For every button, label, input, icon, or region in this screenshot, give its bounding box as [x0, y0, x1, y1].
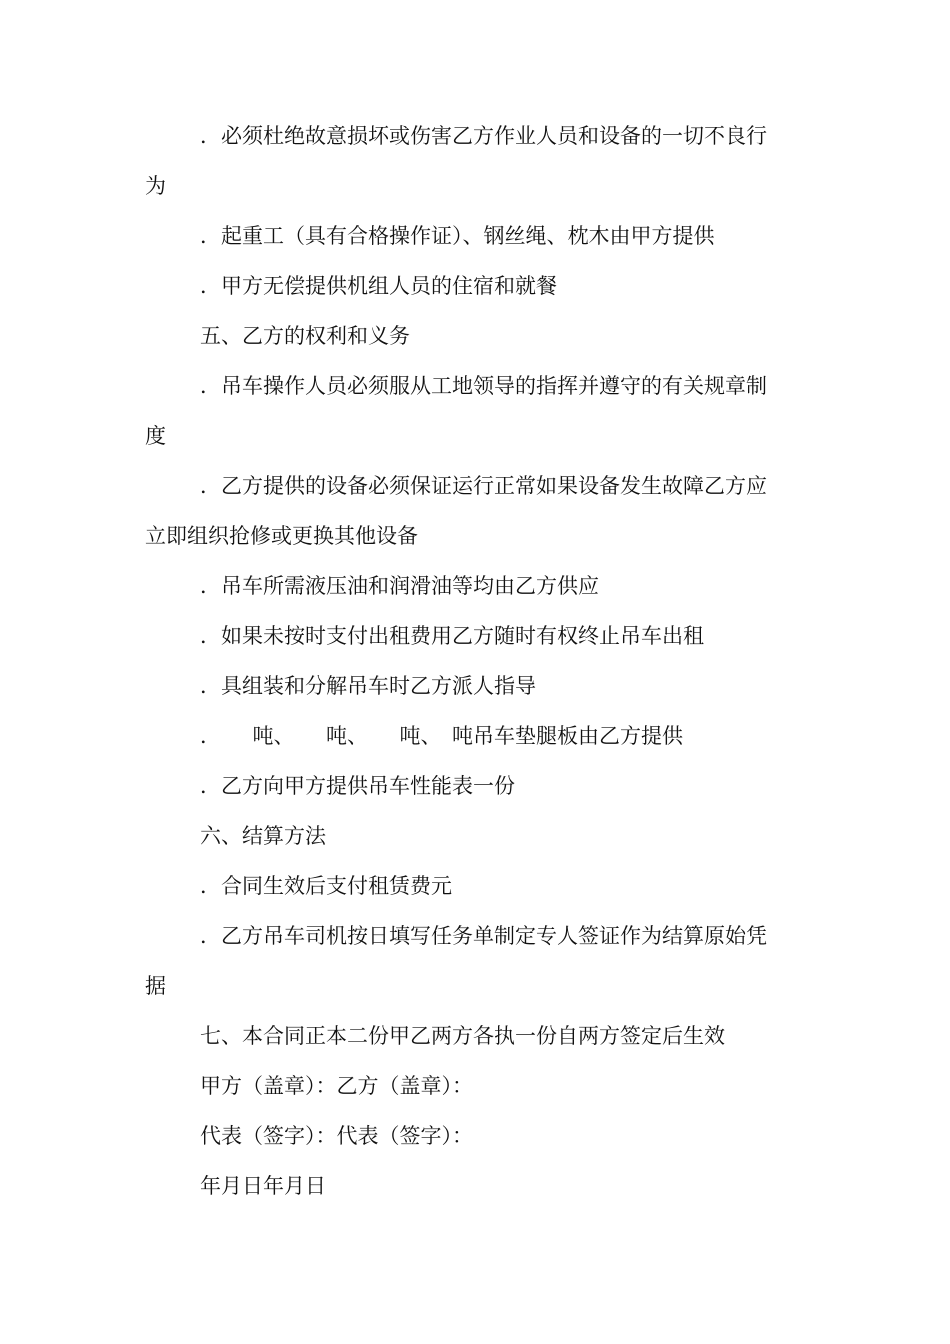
section-6-heading: 六、结算方法 — [200, 824, 326, 848]
clause-6-item-task-sheet: ．乙方吊车司机按日填写任务单制定专人签证作为结算原始凭 — [200, 924, 767, 948]
clause-5-item-equipment: ．乙方提供的设备必须保证运行正常如果设备发生故障乙方应 — [200, 474, 767, 498]
signature-representative-line: 代表（签字）：代表（签字）： — [200, 1124, 473, 1148]
clause-4-item-no-damage-cont: 为 — [145, 174, 166, 198]
clause-4-item-rigger: ．起重工（具有合格操作证）、钢丝绳、枕木由甲方提供 — [200, 224, 715, 248]
clause-5-item-performance: ．乙方向甲方提供吊车性能表一份 — [200, 774, 515, 798]
clause-5-item-equipment-cont: 立即组织抢修或更换其他设备 — [145, 524, 418, 548]
clause-4-item-no-damage: ．必须杜绝故意损坏或伤害乙方作业人员和设备的一切不良行 — [200, 124, 767, 148]
signature-date-line: 年月日年月日 — [200, 1174, 326, 1198]
signature-seal-line: 甲方（盖章）：乙方（盖章）： — [200, 1074, 473, 1098]
clause-5-item-leg-plates: ． 吨、 吨、 吨、 吨吊车垫腿板由乙方提供 — [200, 724, 683, 748]
clause-5-item-obey: ．吊车操作人员必须服从工地领导的指挥并遵守的有关规章制 — [200, 374, 767, 398]
clause-5-item-obey-cont: 度 — [145, 424, 166, 448]
clause-5-item-oil: ．吊车所需液压油和润滑油等均由乙方供应 — [200, 574, 599, 598]
clause-5-item-assembly: ．具组装和分解吊车时乙方派人指导 — [200, 674, 536, 698]
clause-5-item-terminate: ．如果未按时支付出租费用乙方随时有权终止吊车出租 — [200, 624, 704, 648]
clause-6-item-task-sheet-cont: 据 — [145, 974, 166, 998]
section-5-heading: 五、乙方的权利和义务 — [200, 324, 410, 348]
clause-6-item-payment: ．合同生效后支付租赁费元 — [200, 874, 452, 898]
section-7-heading: 七、本合同正本二份甲乙两方各执一份自两方签定后生效 — [200, 1024, 725, 1048]
clause-4-item-lodging: ．甲方无偿提供机组人员的住宿和就餐 — [200, 274, 557, 298]
